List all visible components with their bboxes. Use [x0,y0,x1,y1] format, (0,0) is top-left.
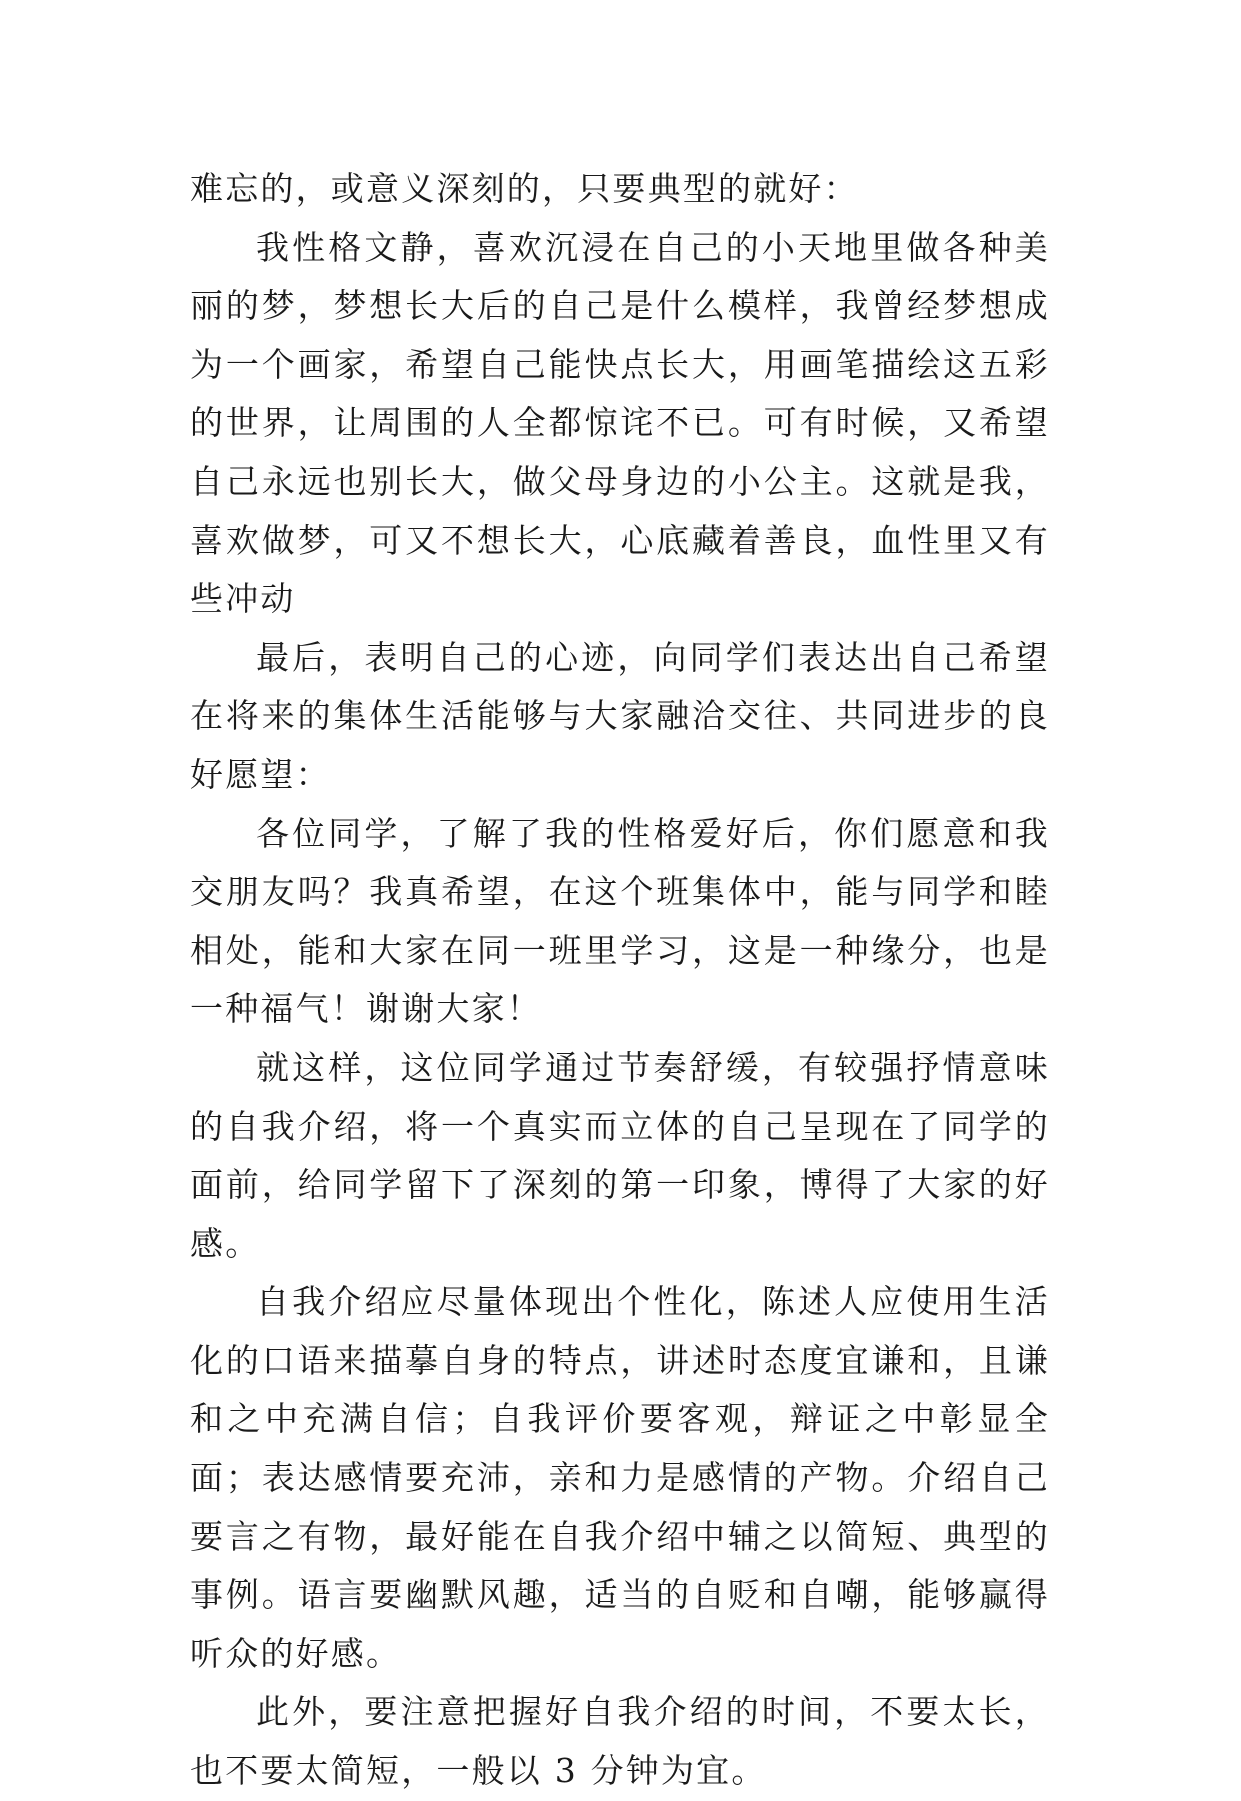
paragraph-continuation: 难忘的，或意义深刻的，只要典型的就好： [190,169,859,208]
paragraph-personality: 我性格文静，喜欢沉浸在自己的小天地里做各种美丽的梦，梦想长大后的自己是什么模样，我曾经梦想成为一个画家，希望自己能快点长大，用画笔描绘这五彩的世界，让周围的人全都惊诧不已。可有时候，又希望自己永远也别长大，做父母身边的小公主。这就是我，喜欢做梦，可又不想长大，心底藏着善良，血性里又有些冲动 [190,227,1050,619]
paragraph-tips: 自我介绍应尽量体现出个性化，陈述人应使用生活化的口语来描摹自身的特点，讲述时态度宜谦和，且谦和之中充满自信；自我评价要客观，辩证之中彰显全面；表达感情要充沛，亲和力是感情的产物。介绍自己要言之有物，最好能在自我介绍中辅之以简短、典型的事例。语言要幽默风趣，适当的自贬和自嘲，能够赢得听众的好感。 [190,1282,1050,1673]
paragraph-closing-speech: 各位同学，了解了我的性格爱好后，你们愿意和我交朋友吗？我真希望，在这个班集体中，能与同学和睦相处，能和大家在同一班里学习，这是一种缘分，也是一种福气！谢谢大家！ [190,813,1050,1029]
paragraph-time-advice: 此外，要注意把握好自我介绍的时间，不要太长，也不要太简短，一般以 3 分钟为宜。 [190,1692,1050,1791]
document-body [190,160,1050,1801]
paragraph-closing-guidance: 最后，表明自己的心迹，向同学们表达出自己希望在将来的集体生活能够与大家融洽交往、共同进步的良好愿望： [190,637,1050,794]
paragraph-summary: 就这样，这位同学通过节奏舒缓，有较强抒情意味的自我介绍，将一个真实而立体的自己呈现在了同学的面前，给同学留下了深刻的第一印象，博得了大家的好感。 [190,1047,1050,1263]
